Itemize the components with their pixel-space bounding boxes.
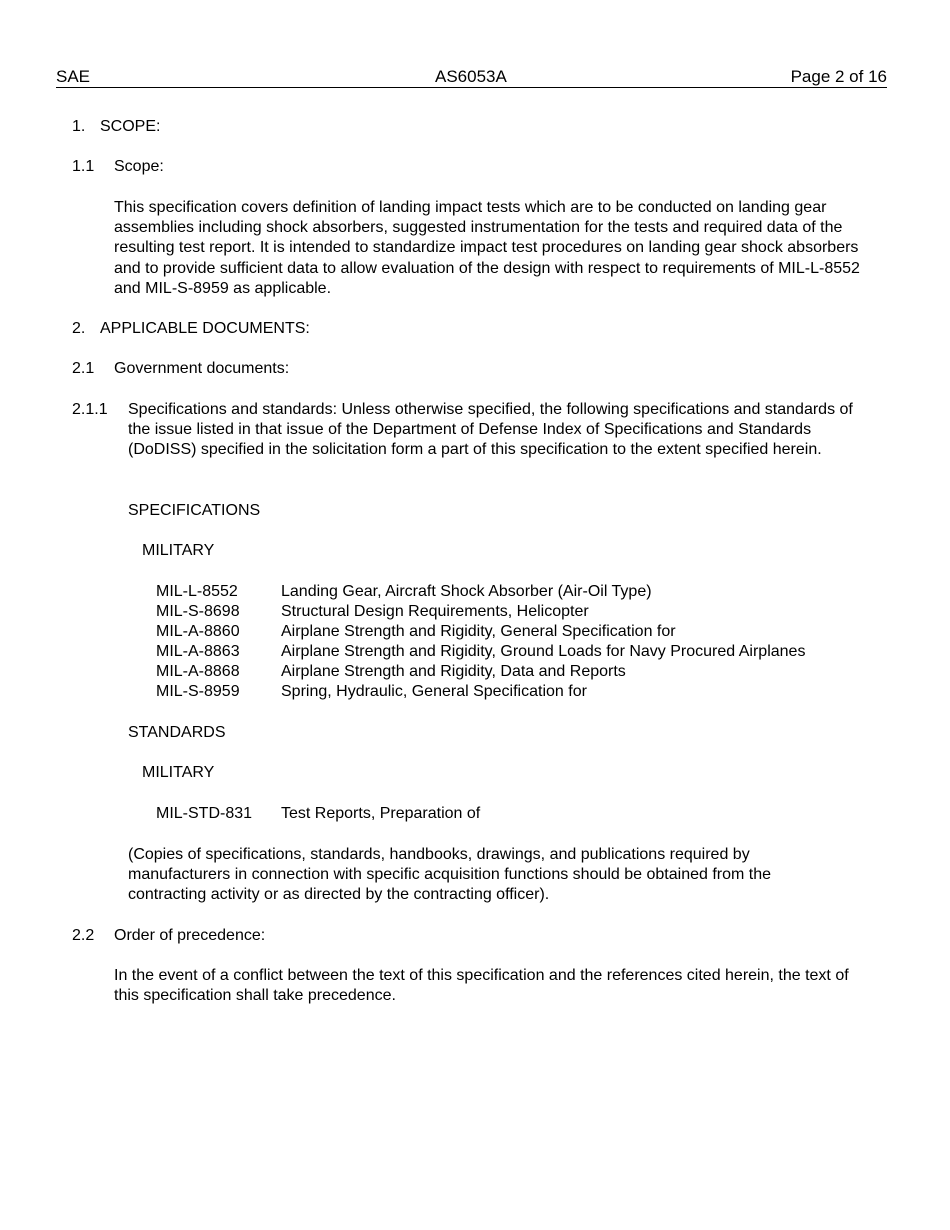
spec-title: Spring, Hydraulic, General Specification for: [281, 683, 587, 700]
section-2-1-number: 2.1: [72, 360, 95, 377]
page-header: [56, 67, 887, 88]
section-1-1-title: Scope:: [114, 158, 164, 175]
spec-code: MIL-A-8868: [156, 663, 240, 680]
section-2-1-1-body: Specifications and standards: Unless otherwise specified, the following specifications and standards of the issue listed in that issue of the Department of Defense Index of Specifications and Standards (DoDISS) specified in the solicitation form a part of this specification to the extent specified herein.: [128, 401, 853, 459]
spec-code: MIL-S-8959: [156, 683, 240, 700]
section-1-1-number: 1.1: [72, 158, 95, 175]
standards-military-heading: MILITARY: [142, 764, 215, 781]
spec-title: Airplane Strength and Rigidity, General Specification for: [281, 623, 676, 640]
section-2-2-body: In the event of a conflict between the text of this specification and the references cited herein, the text of this specification shall take precedence.: [114, 967, 849, 1005]
standard-code: MIL-STD-831: [156, 805, 253, 822]
spec-code: MIL-A-8863: [156, 643, 240, 660]
spec-code: MIL-A-8860: [156, 623, 240, 640]
spec-title: Airplane Strength and Rigidity, Data and Reports: [281, 663, 626, 680]
section-1-number: 1.: [72, 118, 86, 135]
section-2-title: APPLICABLE DOCUMENTS:: [100, 320, 310, 337]
section-2-1-1-number: 2.1.1: [72, 401, 108, 418]
spec-title: Landing Gear, Aircraft Shock Absorber (Air-Oil Type): [281, 583, 652, 600]
standards-heading: STANDARDS: [128, 724, 226, 741]
section-2-2-title: Order of precedence:: [114, 927, 266, 944]
section-1-title: SCOPE:: [100, 118, 161, 135]
spec-title: Airplane Strength and Rigidity, Ground Loads for Navy Procured Airplanes: [281, 643, 806, 660]
specifications-military-heading: MILITARY: [142, 542, 215, 559]
section-2-1-title: Government documents:: [114, 360, 290, 377]
section-1-1-body: This specification covers definition of landing impact tests which are to be conducted on landing gear assemblies including shock absorbers, suggested instrumentation for the tests and required data of the resulting test report. It is intended to standardize impact test procedures on landing gear shock absorbers and to provide sufficient data to allow evaluation of the design with respect to requirements of MIL-L-8552 and MIL-S-8959 as applicable.: [114, 199, 860, 297]
spec-code: MIL-L-8552: [156, 583, 238, 600]
header-doc-number: AS6053A: [435, 67, 507, 86]
header-org: SAE: [56, 67, 91, 86]
copies-note: (Copies of specifications, standards, handbooks, drawings, and publications required by manufacturers in connection with specific acquisition functions should be obtained from the contracting activity or as directed by the contracting officer).: [128, 846, 772, 904]
spec-code: MIL-S-8698: [156, 603, 240, 620]
section-2-number: 2.: [72, 320, 86, 337]
section-2-2-number: 2.2: [72, 927, 95, 944]
spec-title: Structural Design Requirements, Helicopter: [281, 603, 589, 620]
standard-title: Test Reports, Preparation of: [281, 805, 481, 822]
header-page-number: Page 2 of 16: [790, 67, 887, 86]
specifications-heading: SPECIFICATIONS: [128, 502, 261, 519]
